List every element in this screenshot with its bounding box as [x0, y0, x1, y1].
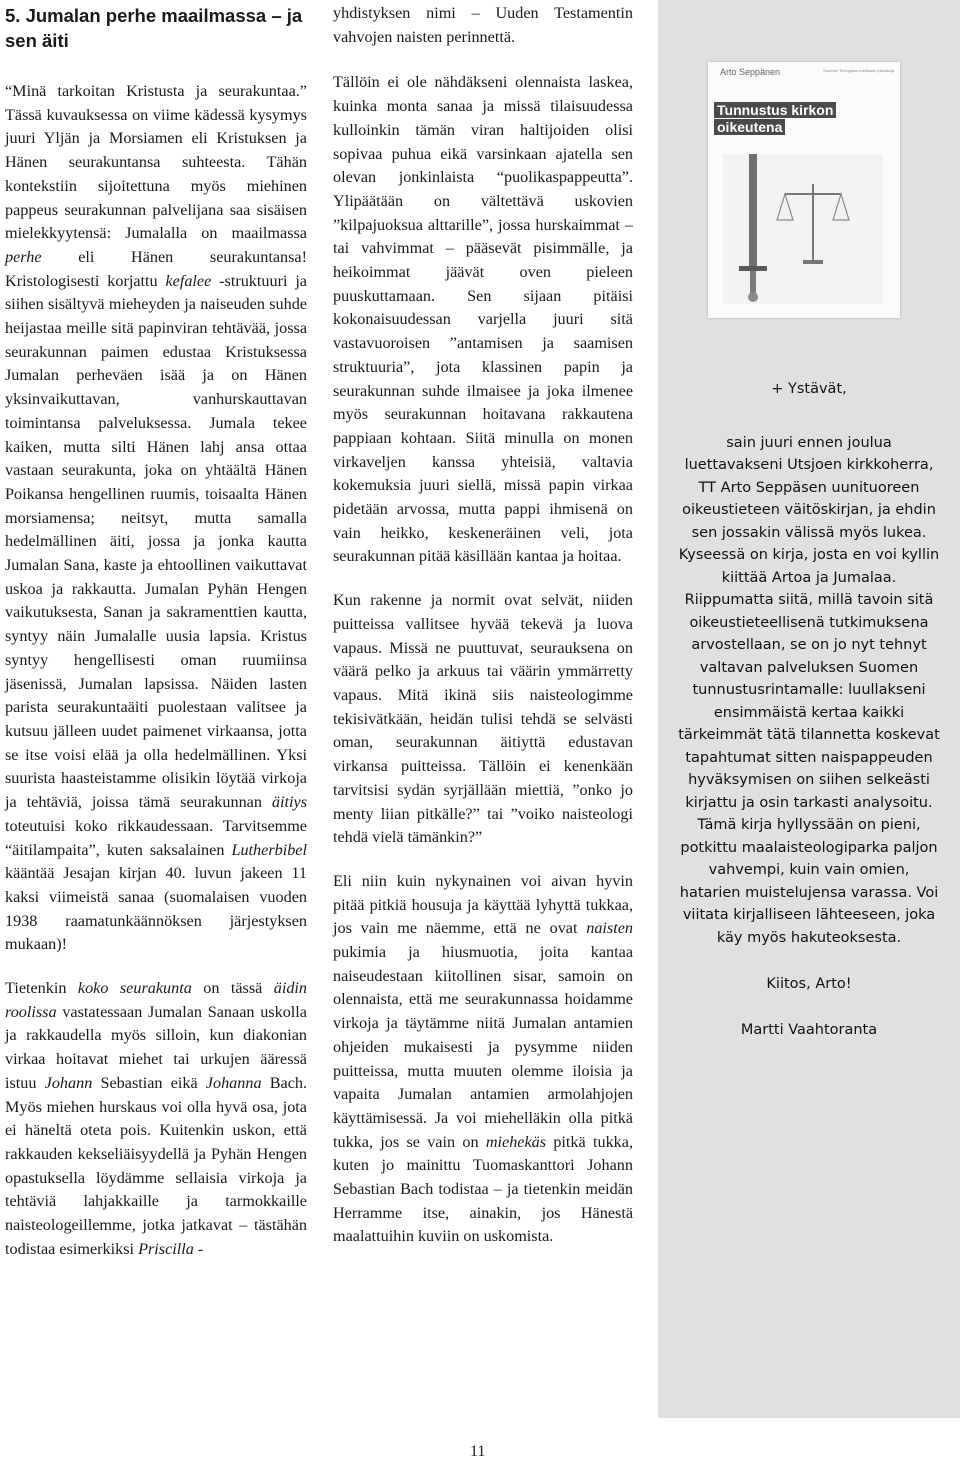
- column-1: [5, 0, 307, 1281]
- column-2: [333, 0, 633, 1269]
- note-signature: Martti Vaahtoranta: [740, 1021, 878, 1038]
- book-title-line: oikeutena: [714, 119, 785, 135]
- book-cover-image: [708, 62, 900, 318]
- sword-and-scales-icon: [723, 154, 883, 304]
- paragraph: Kun rakenne ja normit ovat selvät, niiden puitteissa vallitsee hyvää tekevä ja luova vapaus. Missä ne puuttuvat, seurauksena on väärä pelko ja arkuus tai väärin ymmärretty vapaus. Mitä ikinä siis naisteologimme tekisivätkään, heidän tulisi tehdä se selvästi oman, seurakunnan äitiyttä edustavan virkansa puitteissa. Tällöin ei kenenkään tarvitsisi sydän syrjällään miettiä, ”onko jo menty liian pitkälle?” tai ”voiko naisteologi tehdä vielä tämänkin?”: [333, 591, 633, 847]
- book-series: Suomen Teologisen Instituutin julkaisuja: [823, 68, 894, 73]
- book-author: Arto Seppänen: [720, 67, 781, 77]
- book-title: [714, 102, 836, 136]
- paragraph: Tietenkin koko seurakunta on tässä äidin roolissa vastatessaan Jumalan Sanaan uskolla ja rakkaudella myös silloin, kun diakonian virkaa hoitavat miehet tai urkujen ääressä istuu Johann Sebastian eikä Johanna Bach. Myös miehen hurskaus voi olla hyvä osa, jota ei häneltä oteta pois. Kuitenkin uskon, että rakkauden kekseliäisyydellä ja Pyhän Hengen opastuksella löydämme sellaisia virkoja ja tehtäviä lahjakkaille ja tarmokkaille naisteologeillemme, jotka jatkavat – tästähän todistaa esimerkiksi Priscilla -: [5, 979, 308, 1258]
- paragraph: Tällöin ei ole nähdäkseni olennaista laskea, kuinka monta sanaa ja missä tilaisuudessa kulloinkin tämän viran haltijoiden olisi sopivaa puhua eikä varsinkaan ajatella sen olevan jonkinlaista “puolikaspappeutta”. Ylipäätään on vältettävä uskovien ”kilpajuoksua alttarille”, jossa hurskaimmat – tai vahvimmat – pääsevät pisimmälle, ja heikoimmat jäävät oven pieleen puuskuttamaan. Sen sijaan pitäisi kokonaisuudessan varjella juuri sitä vastavuoroisen ”antamisen ja saamisen struktuuria”, jota klassinen papin ja seurakunnan suhde ilmaisee ja joka ilmenee myös seurakunnan hoitavana rakkautena pappiaan kohtaan. Siitä minulla on monen virkaveljen kanssa yhteisiä, valtavia kokemuksia juuri siellä, missä papin virkaa pidetään arvossa, mutta pappi ihmisenä on vain heikko, keskeneräinen veli, jota seurakunnan pitää käsillään kantaa ja hoitaa.: [333, 73, 633, 566]
- note-body: sain juuri ennen joulua luettavakseni Utsjoen kirkkoherra, TT Arto Seppäsen uunituoreen oikeustieteen väitöskirjan, ja ehdin sen jossakin välissä myös lukea. Kyseessä on kirja, josta en voi kyllin kiittää Artoa ja Jumalaa. Riippumatta siitä, millä tavoin sitä oikeustieteellisenä tutkimuksena arvostellaan, se on jo nyt tehnyt valtavan palveluksen Suomen tunnustusrintamalle: luullakseni ensimmäistä kertaa kaikki tärkeimmät tätä tilannetta koskevat tapahtumat sitten naispappeuden hyväksymisen on siihen selkeästi kirjattu ja osin tarkasti analysoitu. Tämä kirja hyllyssään on pieni, potkittu maalaisteologiparka paljon vahvempi, kuin vain omien, hatarien muistelujensa varassa. Voi viitata kirjalliseen lähteeseen, joka käy myös hakuteoksesta.: [678, 434, 940, 946]
- page-number: 11: [470, 1443, 486, 1460]
- note-thanks: Kiitos, Arto!: [766, 976, 852, 992]
- paragraph: “Minä tarkoitan Kristusta ja seurakuntaa.” Tässä kuvauksessa on viime kädessä kysymys juuri Yljän ja Morsiamen eli Kristuksen ja Hänen seurakuntansa suhteesta. Tähän kontekstiin sijoitettuna myös miehinen pappeus seurakunnan palvelijana saa sisäisen mielekkyytensä: Jumalalla on maailmassa perhe eli Hänen seurakuntansa! Kristologisesti korjattu kefalee -struktuuri ja siihen sisältyvä mieheyden ja naiseuden suhde heijastaa meille sitä papinviran tehtävää, jossa seurakunnan paimen edustaa Kristuksessa Jumalan perheväen isää ja on Hänen yksinvaikuttavan, vanhurskauttavan toimintansa palveluksessa. Jumala tekee kaiken, mutta silti Hänen lahj ansa ottaa vastaan seurakunta, joka on yhtäältä Hänen Poikansa hengellinen ruumis, toisaalta Hänen morsiamensa; neitsyt, mutta samalla hedelmällinen äiti, jossa ja jonka kautta Jumalan Sana, kaste ja ehtoollinen vaikuttavat uskoa ja rakkautta. Jumalan Pyhän Hengen vaikutuksesta, Sanan ja sakramenttien kautta, syntyy näin Jumalalle uusia lapsia. Kristus syntyy hengellisesti oman ruumiinsa jäsenissä, Jumalan lapsissa. Näiden lasten parista seurakuntaäiti puolestaan valitsee ja kutsuu jälleen uudet paimenet virkaansa, jotta se itse voisi elää ja olla hedelmällinen. Yksi suurista haasteistamme olisikin löytää virkoja ja tehtäviä, joissa tämä seurakunnan äitiys toteutuisi koko rikkaudessaan. Tarvitsemme “äitilampaita”, kuten saksalainen Lutherbibel kääntää Jesajan kirjan 40. luvun jakeen 11 kaksi viimeistä sanaa (suomalaisen vuoden 1938 raamatunkäännöksen järjestyksen mukaan)!: [5, 82, 307, 954]
- sidebar-box: [658, 0, 960, 1418]
- paragraph: yhdistyksen nimi – Uuden Testamentin vahvojen naisten perinnettä.: [333, 4, 633, 46]
- section-heading: 5. Jumalan perhe maailmassa – ja sen äiti: [5, 5, 303, 51]
- paragraph: Eli niin kuin nykynainen voi aivan hyvin pitää pitkiä housuja ja käyttää lyhyttä tukkaa, jos vain me näemme, että ne ovat naisten pukimia ja hiusmuotia, joita kantaa naiseudestaan kiitollinen sisar, samoin on olennaista, että me seurakunnassa hoidamme virkoja ja täytämme niitä Jumalan antamien ohjeiden mukaisesti ja pysymme niiden puitteissa, mutta muuten olemme iloisia ja vapaita Jumalan antamien armolahjojen käyttämisessä. Ja voi miehelläkin olla pitkä tukka, jos se vain on miehekäs pitkä tukka, kuten jo mainittu Tuomaskanttori Johann Sebastian Bach todistaa – ja tietenkin meidän Herramme itse, ainakin, jos Hänestä maalattuihin kuviin on uskomista.: [333, 871, 633, 1246]
- sidebar-note: [678, 378, 940, 1041]
- note-greeting: + Ystävät,: [771, 381, 847, 397]
- book-title-line: Tunnustus kirkon: [714, 102, 836, 118]
